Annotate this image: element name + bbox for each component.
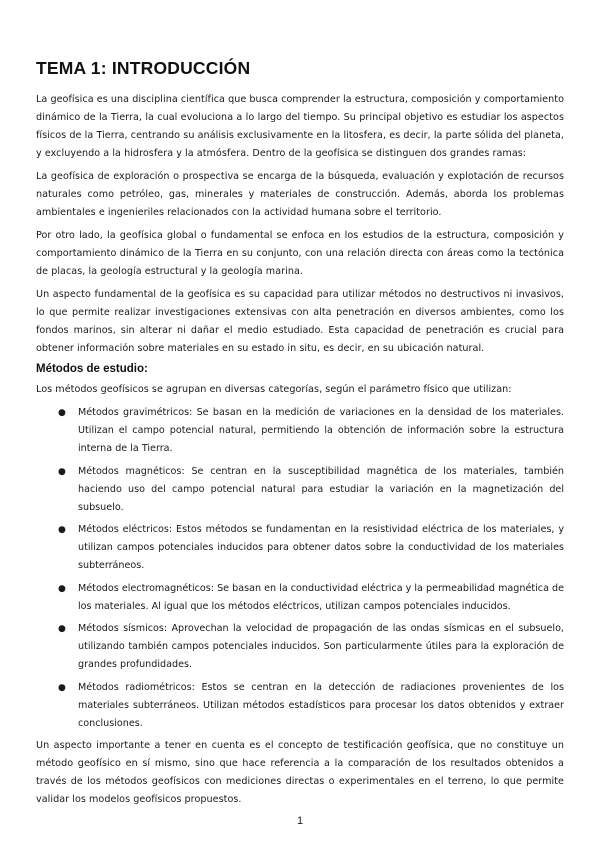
list-item-electromagnetic bbox=[36, 580, 564, 616]
list-item-text: Métodos eléctricos: Estos métodos se fundamentan en la resistividad eléctrica de los materiales, y utilizan campos potenciales inducidos para obtener datos sobre la conductividad de los materiales subterráneos. bbox=[78, 524, 564, 571]
bullet-icon: ● bbox=[58, 525, 66, 535]
bullet-icon: ● bbox=[58, 682, 66, 693]
list-item-text: Métodos radiométricos: Estos se centran en la detección de radiaciones provenientes de los materiales subterráneos. Utilizan métodos estadísticos para procesar los datos obtenidos y extraer conclusiones. bbox=[78, 681, 564, 729]
bullet-icon: ● bbox=[58, 408, 66, 418]
paragraph-non-destructive: Un aspecto fundamental de la geofísica es su capacidad para utilizar métodos no destructivos ni invasivos, lo que permite realizar investigaciones extensivas con alta penetración en diversos ambientes, como los fondos marinos, sin alterar ni dañar el medio estudiado. Esta capacidad de penetración es crucial para obtener información sobre materiales en su estado in situ, es decir, en su ubicación natural. bbox=[36, 289, 564, 354]
list-item-text: Métodos electromagnéticos: Se basan en la conductividad eléctrica y la permeabilidad magnética de los materiales. Al igual que los métodos eléctricos, utilizan campos potenciales inducidos. bbox=[78, 582, 564, 612]
page-number: 1 bbox=[296, 815, 304, 827]
list-item-seismic bbox=[36, 620, 564, 674]
bullet-icon: ● bbox=[58, 466, 66, 477]
list-item-text: Métodos magnéticos: Se centran en la susceptibilidad magnética de los materiales, también haciendo uso del campo potencial natural para estudiar la variación en la magnetización del subsuelo. bbox=[78, 465, 564, 513]
paragraph-global: Por otro lado, la geofísica global o fundamental se enfoca en los estudios de la estructura, composición y comportamiento dinámico de la Tierra en su conjunto, con una relación directa con áreas como la tectónica de placas, la geología estructural y la geología marina. bbox=[36, 230, 564, 277]
bullet-icon: ● bbox=[58, 624, 66, 634]
list-item-text: Métodos gravimétricos: Se basan en la medición de variaciones en la densidad de los materiales. Utilizan el campo potencial natural, permitiendo la obtención de información sobre la estructura interna de la Tierra. bbox=[78, 407, 564, 454]
list-item-text: Métodos sísmicos: Aprovechan la velocidad de propagación de las ondas sísmicas en el subsuelo, utilizando también campos potenciales inducidos. Son particularmente útiles para la exploración de grandes profundidades. bbox=[78, 623, 564, 670]
paragraph-intro: La geofísica es una disciplina científica que busca comprender la estructura, composición y comportamiento dinámico de la Tierra, la cual evoluciona a lo largo del tiempo. Su principal objetivo es estudiar los aspectos físicos de la Tierra, centrando su análisis exclusivamente en la litosfera, es decir, la parte sólida del planeta, y excluyendo a la hidrosfera y la atmósfera. Dentro de la geofísica se distinguen dos grandes ramas: bbox=[36, 94, 564, 159]
list-item-radiometric bbox=[36, 679, 564, 733]
list-item-electric bbox=[36, 521, 564, 575]
methods-intro: Los métodos geofísicos se agrupan en diversas categorías, según el parámetro físico que utilizan: bbox=[36, 384, 512, 395]
paragraph-exploration: La geofísica de exploración o prospectiva se encarga de la búsqueda, evaluación y explotación de recursos naturales como petróleo, gas, minerales y materiales de construcción. Además, aborda los problemas ambientales e ingenieriles relacionados con la actividad humana sobre el territorio. bbox=[36, 171, 564, 218]
page-title: TEMA 1: INTRODUCCIÓN bbox=[36, 58, 251, 78]
section-heading-methods: Métodos de estudio: bbox=[36, 363, 148, 375]
document-page bbox=[36, 58, 564, 814]
bullet-icon: ● bbox=[58, 583, 66, 594]
paragraph-closing: Un aspecto importante a tener en cuenta es el concepto de testificación geofísica, que no constituye un método geofísico en sí mismo, sino que hace referencia a la comparación de los resultados obtenidos a través de los métodos geofísicos con mediciones directas o experimentales en el terreno, lo que permite validar los modelos geofísicos propuestos. bbox=[36, 740, 564, 805]
list-item-gravimetric bbox=[36, 404, 564, 458]
list-item-magnetic bbox=[36, 463, 564, 517]
methods-list bbox=[36, 404, 564, 733]
